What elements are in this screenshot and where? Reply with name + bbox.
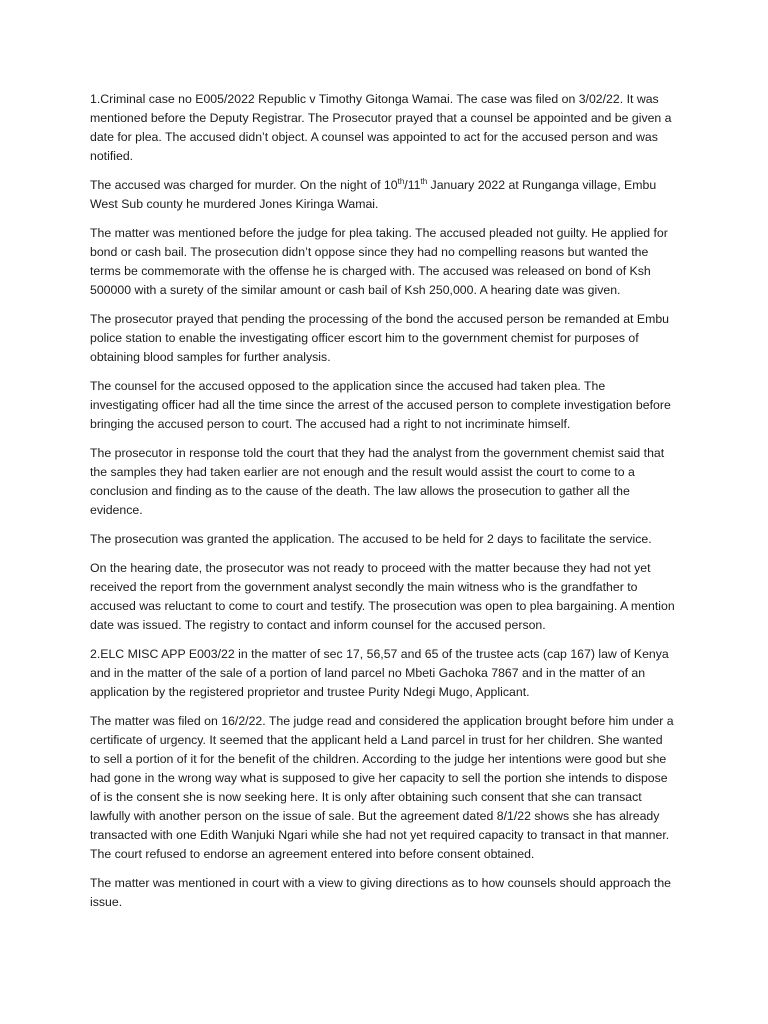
paragraph-hearing-date: On the hearing date, the prosecutor was not ready to proceed with the matter because they had not yet received the report from the government analyst secondly the main witness who is the grandfather to accused was reluctant to come to court and testify. The prosecution was open to plea bargaining. A mention date was issued. The registry to contact and inform counsel for the accused person. — [90, 561, 675, 632]
charge-text-mid: /11 — [404, 178, 421, 192]
document-page — [90, 90, 676, 922]
charge-text-before: The accused was charged for murder. On the night of 10 — [90, 178, 398, 192]
paragraph-remand-prayer: The prosecutor prayed that pending the processing of the bond the accused person be remanded at Embu police station to enable the investigating officer escort him to the government chemist for purposes of obtaining blood samples for further analysis. — [90, 312, 670, 364]
paragraph-charge — [90, 176, 676, 214]
paragraph-case-2-mention: The matter was mentioned in court with a view to giving directions as to how counsels should approach the issue. — [90, 876, 671, 909]
paragraph-case-1-intro: 1.Criminal case no E005/2022 Republic v Timothy Gitonga Wamai. The case was filed on 3/02/22. It was mentioned before the Deputy Registrar. The Prosecutor prayed that a counsel be appointed and be given a date for plea. The accused didn’t object. A counsel was appointed to act for the accused person and was notified. — [90, 92, 672, 163]
paragraph-application-granted: The prosecution was granted the application. The accused to be held for 2 days to facilitate the service. — [90, 532, 652, 546]
charge-text-after: January 2022 at Runganga village, Embu West Sub county he murdered Jones Kiringa Wamai. — [90, 178, 657, 211]
paragraph-defence-opposition: The counsel for the accused opposed to the application since the accused had taken plea. The investigating officer had all the time since the arrest of the accused person to complete investigation before bringing the accused person to court. The accused had a right to not incriminate himself. — [90, 379, 671, 431]
ordinal-suffix: th — [420, 177, 428, 186]
paragraph-prosecution-response: The prosecutor in response told the court that they had the analyst from the government chemist said that the samples they had taken earlier are not enough and the result would assist the court to come to a conclusion and finding as to the cause of the death. The law allows the prosecution to gather all the evidence. — [90, 446, 665, 517]
ordinal-suffix: th — [397, 177, 405, 186]
paragraph-case-2-ruling: The matter was filed on 16/2/22. The judge read and considered the application brought before him under a certificate of urgency. It seemed that the applicant held a Land parcel in trust for her children. She wanted to sell a portion of it for the benefit of the children. According to the judge her intentions were good but she had gone in the wrong way what is supposed to give her capacity to sell the portion she intends to dispose of is the consent she is now seeking here. It is only after obtaining such consent that she can transact lawfully with another person on the issue of sale. But the agreement dated 8/1/22 shows she has already transacted with one Edith Wanjuki Ngari while she had not yet required capacity to transact in that manner. The court refused to endorse an agreement entered into before consent obtained. — [90, 714, 674, 861]
paragraph-case-2-intro: 2.ELC MISC APP E003/22 in the matter of sec 17, 56,57 and 65 of the trustee acts (cap 167) law of Kenya and in the matter of the sale of a portion of land parcel no Mbeti Gachoka 7867 and in the matter of an application by the registered proprietor and trustee Purity Ndegi Mugo, Applicant. — [90, 647, 669, 699]
paragraph-plea: The matter was mentioned before the judge for plea taking. The accused pleaded not guilty. He applied for bond or cash bail. The prosecution didn’t oppose since they had no compelling reasons but wanted the terms be commemorate with the offense he is charged with. The accused was released on bond of Ksh 500000 with a surety of the similar amount or cash bail of Ksh 250,000. A hearing date was given. — [90, 226, 668, 297]
